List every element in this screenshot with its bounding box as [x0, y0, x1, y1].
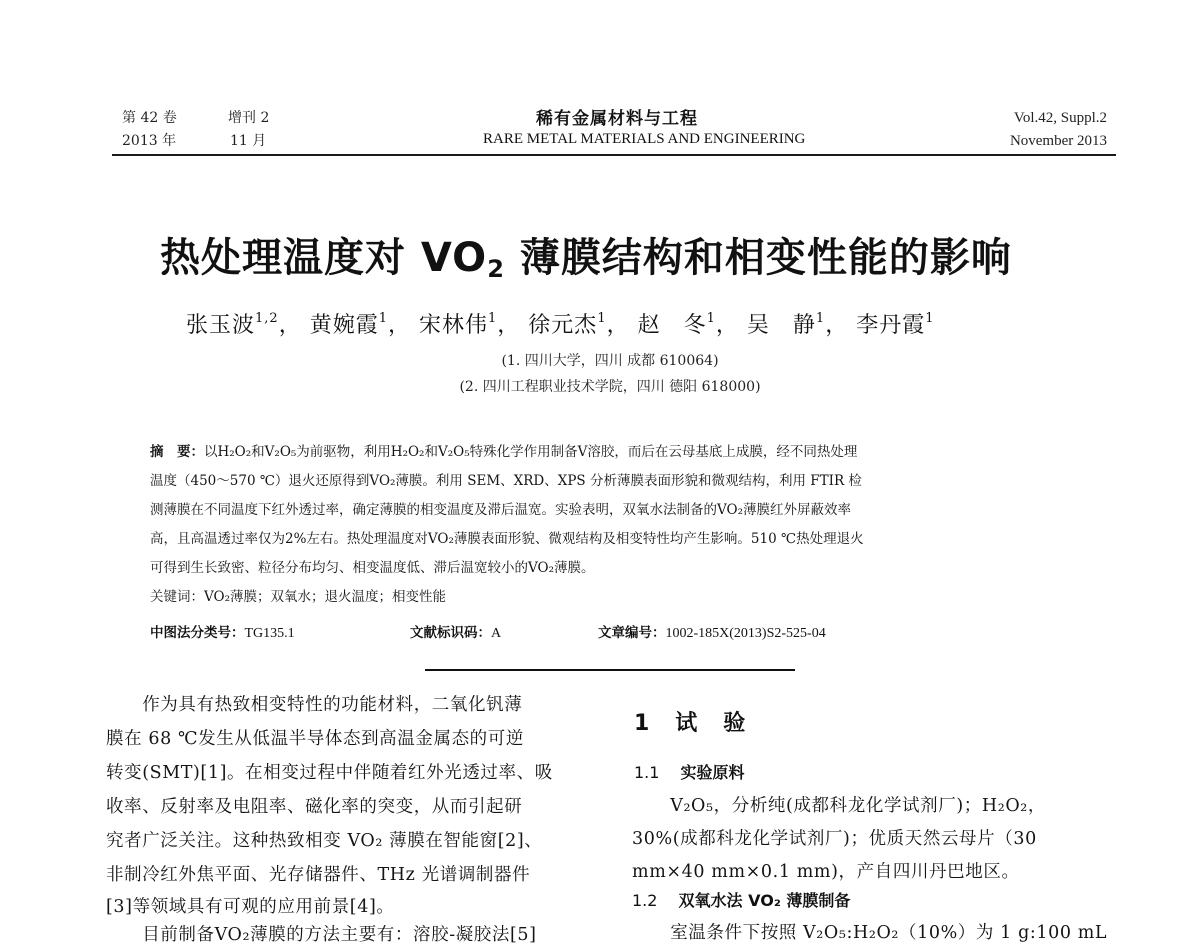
year-label: 2013 年 — [122, 133, 177, 149]
body-line: 作为具有热致相变特性的功能材料，二氧化钒薄 — [106, 695, 523, 715]
author-list: 张玉波$^{1,2}$， 黄婉霞$^1$， 宋林伟$^1$， 徐元杰$^1$， 赵 冬$^1$， 吴 静$^1$， 李丹霞$^1$ — [186, 311, 935, 338]
abstract-line-5: 可得到生长致密、粒径分布均匀、相变温度低、滞后温宽较小的VO₂薄膜。 — [150, 560, 595, 576]
body-line: [3]等领域具有可观的应用前景[4]。 — [106, 897, 395, 917]
keywords-value: VO₂薄膜；双氧水；退火温度；相变性能 — [204, 589, 446, 605]
body-line: 究者广泛关注。这种热致相变 VO₂ 薄膜在智能窗[2]、 — [106, 831, 543, 851]
keywords-label: 关键词： — [150, 589, 204, 605]
body-line: 收率、反射率及电阻率、磁化率的突变，从而引起研 — [106, 797, 523, 817]
volume-label: 第 42 卷 — [122, 110, 177, 126]
abstract-line-1: 摘 要：以H₂O₂和V₂O₅为前驱物，利用H₂O₂和V₂O₅特殊化学作用制备V溶胶，而后在云母基底上成膜，经不同热处理 — [150, 444, 858, 460]
body-line: 室温条件下按照 V₂O₅:H₂O₂（10%）为 1 g:100 mL — [634, 923, 1108, 943]
author: 徐元杰$^1$ — [528, 311, 607, 338]
title-subscript: 2 — [487, 255, 505, 283]
volume-en: Vol.42, Suppl.2 — [1013, 110, 1107, 126]
subsection-heading-1-1: 1.1 实验原料 — [634, 763, 745, 782]
title-part: 薄膜结构和相变性能的影响 — [504, 235, 1012, 281]
article-number: 文章编号：1002-185X(2013)S2-525-04 — [598, 625, 826, 641]
author: 赵 冬$^1$ — [637, 311, 716, 338]
abstract-line-2: 温度（450～570 ℃）退火还原得到VO₂薄膜。利用 SEM、XRD、XPS 分析薄膜表面形貌和微观结构，利用 FTIR 检 — [150, 473, 862, 489]
body-line: V₂O₅，分析纯(成都科龙化学试剂厂)；H₂O₂， — [634, 796, 1047, 816]
date-en: November 2013 — [1009, 133, 1107, 149]
abstract-line-4: 高，且高温透过率仅为2%左右。热处理温度对VO₂薄膜表面形貌、微观结构及相变特性均产生影响。510 ℃热处理退火 — [150, 531, 864, 547]
body-line: mm×40 mm×0.1 mm)，产自四川丹巴地区。 — [632, 862, 1020, 882]
journal-title-en: RARE METAL MATERIALS AND ENGINEERING — [483, 131, 806, 147]
header-rule — [112, 154, 1116, 156]
body-line: 目前制备VO₂薄膜的方法主要有：溶胶-凝胶法[5] — [106, 925, 537, 945]
affiliation-1: (1. 四川大学，四川 成都 610064) — [501, 353, 719, 369]
title-part: 热处理温度对 VO — [160, 235, 488, 281]
body-line: 非制冷红外焦平面、光存储器件、THz 光谱调制器件 — [106, 865, 531, 885]
author: 张玉波$^{1,2}$ — [186, 311, 279, 338]
abstract-label: 摘 要： — [150, 444, 204, 460]
body-line: 膜在 68 ℃发生从低温半导体态到高温金属态的可逆 — [106, 729, 524, 749]
issue-label: 增刊 2 — [228, 110, 270, 126]
classification: 中图法分类号：TG135.1 — [150, 625, 295, 641]
author: 吴 静$^1$ — [746, 311, 826, 338]
document-code: 文献标识码：A — [410, 625, 502, 641]
subsection-heading-1-2: 1.2 双氧水法 VO₂ 薄膜制备 — [632, 891, 851, 910]
section-separator — [425, 669, 795, 671]
journal-title-cn: 稀有金属材料与工程 — [536, 109, 698, 129]
keywords — [150, 583, 446, 611]
affiliation-2: (2. 四川工程职业技术学院，四川 德阳 618000) — [459, 379, 761, 395]
section-heading-1: 1 试 验 — [634, 711, 748, 736]
abstract-line-3: 测薄膜在不同温度下红外透过率，确定薄膜的相变温度及滞后温宽。实验表明，双氧水法制备的VO₂薄膜红外屏蔽效率 — [150, 502, 851, 518]
body-line: 30%(成都科龙化学试剂厂)；优质天然云母片（30 — [632, 829, 1037, 849]
author: 李丹霞$^1$ — [856, 311, 935, 338]
author: 宋林伟$^1$ — [419, 311, 498, 338]
month-label: 11 月 — [230, 133, 267, 149]
author: 黄婉霞$^1$ — [309, 311, 388, 338]
paper-title — [160, 226, 1012, 283]
body-line: 转变(SMT)[1]。在相变过程中伴随着红外光透过率、吸 — [106, 763, 553, 783]
